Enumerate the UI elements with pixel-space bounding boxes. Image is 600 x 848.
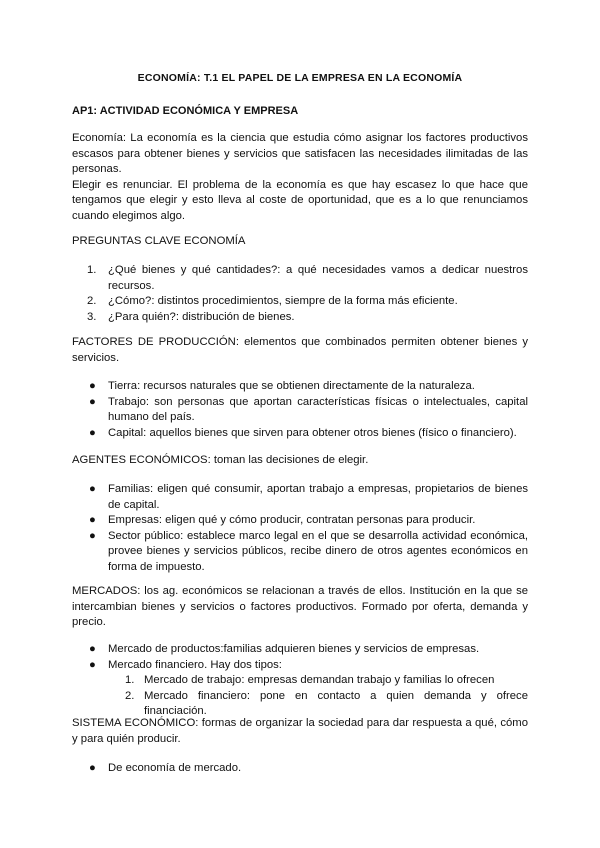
factores-heading: FACTORES DE PRODUCCIÓN: elementos que combinados permiten obtener bienes y servicios. [72,336,528,364]
list-item-text: Capital: aquellos bienes que sirven para obtener otros bienes (físico o financiero). [108,426,517,439]
list-number: 2. [125,689,135,702]
intro-paragraph-economia: Economía: La economía es la ciencia que estudia cómo asignar los factores productivos escasos para obtener bienes y servicios que satisfacen las necesidades ilimitadas de las personas. [72,132,528,175]
mercados-list [72,642,528,720]
list-item-text: Empresas: eligen qué y cómo producir, contratan personas para producir. [108,514,476,526]
list-item-text: De economía de mercado. [108,762,242,774]
list-item [72,513,528,529]
list-item [72,426,528,442]
list-item-text: ¿Qué bienes y qué cantidades?: a qué necesidades vamos a dedicar nuestros recursos. [108,264,528,292]
bullet-icon: ● [89,380,96,392]
list-item-text: ¿Cómo?: distintos procedimientos, siempre de la forma más eficiente. [108,295,458,307]
intro-section [72,131,528,224]
bullet-icon: ● [89,529,96,542]
list-item-text: Mercado financiero: pone en contacto a quien demanda y ofrece financiación. [144,689,528,717]
list-item-text: Tierra: recursos naturales que se obtienen directamente de la naturaleza. [108,380,475,392]
list-number: 3. [87,310,97,323]
list-item [72,310,528,326]
list-item-text: Trabajo: son personas que aportan características físicas o intelectuales, capital humano del país. [108,395,528,423]
bullet-icon: ● [89,483,96,495]
preguntas-heading: PREGUNTAS CLAVE ECONOMÍA [72,235,246,247]
list-item [72,642,528,658]
list-number: 1. [125,674,135,686]
list-item-text: ¿Para quién?: distribución de bienes. [108,310,295,323]
document-title: ECONOMÍA: T.1 EL PAPEL DE LA EMPRESA EN LA ECONOMÍA [137,72,463,84]
list-number: 1. [87,264,97,276]
mercados-heading: MERCADOS: los ag. económicos se relacionan a través de ellos. Institución en la que se intercambian bienes y servicios o factores productivos. Formado por oferta, demanda y precio. [72,585,528,628]
list-item [72,263,528,294]
bullet-icon: ● [89,395,96,408]
intro-paragraph-elegir: Elegir es renunciar. El problema de la economía es que hay escasez lo que hace que tengamos que elegir y esto lleva al coste de oportunidad, que es a lo que renunciamos cuando elegimos algo. [72,178,528,222]
bullet-icon: ● [89,643,96,655]
list-item [72,761,528,777]
list-item [72,294,528,310]
bullet-icon: ● [89,426,96,439]
list-item [72,395,528,426]
agentes-list [72,482,528,575]
list-item [72,689,528,720]
list-item [72,482,528,513]
sistema-heading: SISTEMA ECONÓMICO: formas de organizar la sociedad para dar respuesta a qué, cómo y para quién producir. [72,717,528,745]
list-item-text: Mercado financiero. Hay dos tipos: [108,658,282,671]
list-item [72,673,528,689]
bullet-icon: ● [89,762,96,774]
agentes-heading: AGENTES ECONÓMICOS: toman las decisiones de elegir. [72,454,369,466]
list-item-text: Mercado de productos:familias adquieren bienes y servicios de empresas. [108,643,480,655]
list-item-text: Familias: eligen qué consumir, aportan trabajo a empresas, propietarios de bienes de capital. [108,483,528,511]
sistema-list [72,761,528,777]
factores-list [72,379,528,441]
list-item [72,529,528,576]
list-item-text: Sector público: establece marco legal en el que se desarrolla actividad económica, provee bienes y servicios públicos, recibe dinero de otros agentes económicos en forma de impuesto. [108,529,528,573]
preguntas-list [72,263,528,325]
bullet-icon: ● [89,658,96,671]
list-item-text: Mercado de trabajo: empresas demandan trabajo y familias lo ofrecen [144,674,495,686]
bullet-icon: ● [89,514,96,526]
section-heading: AP1: ACTIVIDAD ECONÓMICA Y EMPRESA [72,105,299,117]
list-item [72,658,528,674]
list-number: 2. [87,295,97,307]
list-item [72,379,528,395]
